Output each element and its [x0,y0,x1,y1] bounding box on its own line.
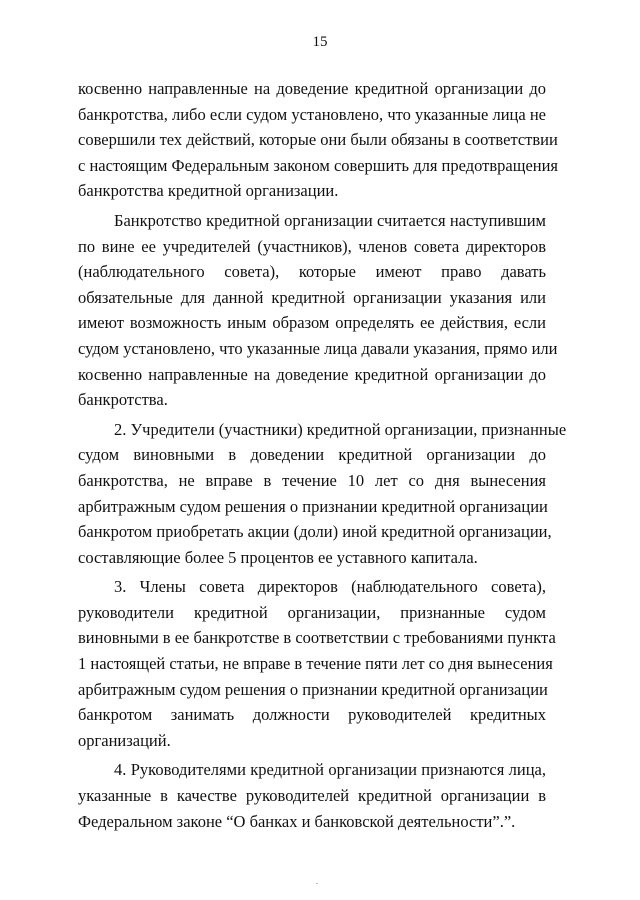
text-line: банкротства. [78,390,168,410]
text-line: Федеральном законе “О банках и банковской деятельности”.”. [78,811,516,831]
text-line: имеют возможность иным образом определять ее действия, если [78,313,546,333]
text-line: указанные в качестве руководителей кредитной организации в [78,786,546,806]
text-line: банкротства, либо если судом установлено, что указанные лица не [78,104,546,124]
text-line: 4. Руководителями кредитной организации признаются лица, [114,760,546,780]
text-line: Банкротство кредитной организации считается наступившим [114,210,546,230]
page-number: 15 [312,34,328,50]
paragraph [78,417,567,571]
document-body [78,76,567,838]
text-line: банкротства, не вправе в течение 10 лет со дня вынесения [78,470,546,490]
paragraph [78,76,559,204]
text-line: (наблюдательного совета), которые имеют право давать [78,262,546,282]
paragraph [78,757,546,834]
text-line: банкротом приобретать акции (доли) иной кредитной организации, [78,522,552,542]
text-line: организаций. [78,730,171,750]
text-line: 3. Члены совета директоров (наблюдательного совета), [114,577,546,597]
paragraph [78,574,556,753]
text-line: виновными в ее банкротстве в соответствии с требованиями пункта [78,628,556,648]
text-line: банкротства кредитной организации. [78,181,339,201]
text-line: арбитражным судом решения о признании кредитной организации [78,679,548,699]
text-line: составляющие более 5 процентов ее уставного капитала. [78,547,478,567]
text-line: 2. Учредители (участники) кредитной организации, признанные [114,419,567,439]
text-line: косвенно направленные на доведение кредитной организации до [78,79,546,98]
text-line: руководители кредитной организации, признанные судом [78,602,546,622]
text-line: 1 настоящей статьи, не вправе в течение пяти лет со дня вынесения [78,654,553,674]
text-line: по вине ее учредителей (участников), членов совета директоров [78,236,546,256]
text-line: косвенно направленные на доведение кредитной организации до [78,364,546,384]
text-line: с настоящим Федеральным законом совершить для предотвращения [78,155,559,175]
text-line: обязательные для данной кредитной организации указания или [78,287,546,307]
text-line: судом установлено, что указанные лица давали указания, прямо или [78,338,558,358]
scan-speck [316,883,318,884]
text-line: арбитражным судом решения о признании кредитной организации [78,496,548,516]
text-line: банкротом занимать должности руководителей кредитных [78,705,546,725]
text-line: совершили тех действий, которые они были обязаны в соответствии [78,130,558,150]
paragraph [78,208,558,413]
text-line: судом виновными в доведении кредитной организации до [78,445,546,465]
